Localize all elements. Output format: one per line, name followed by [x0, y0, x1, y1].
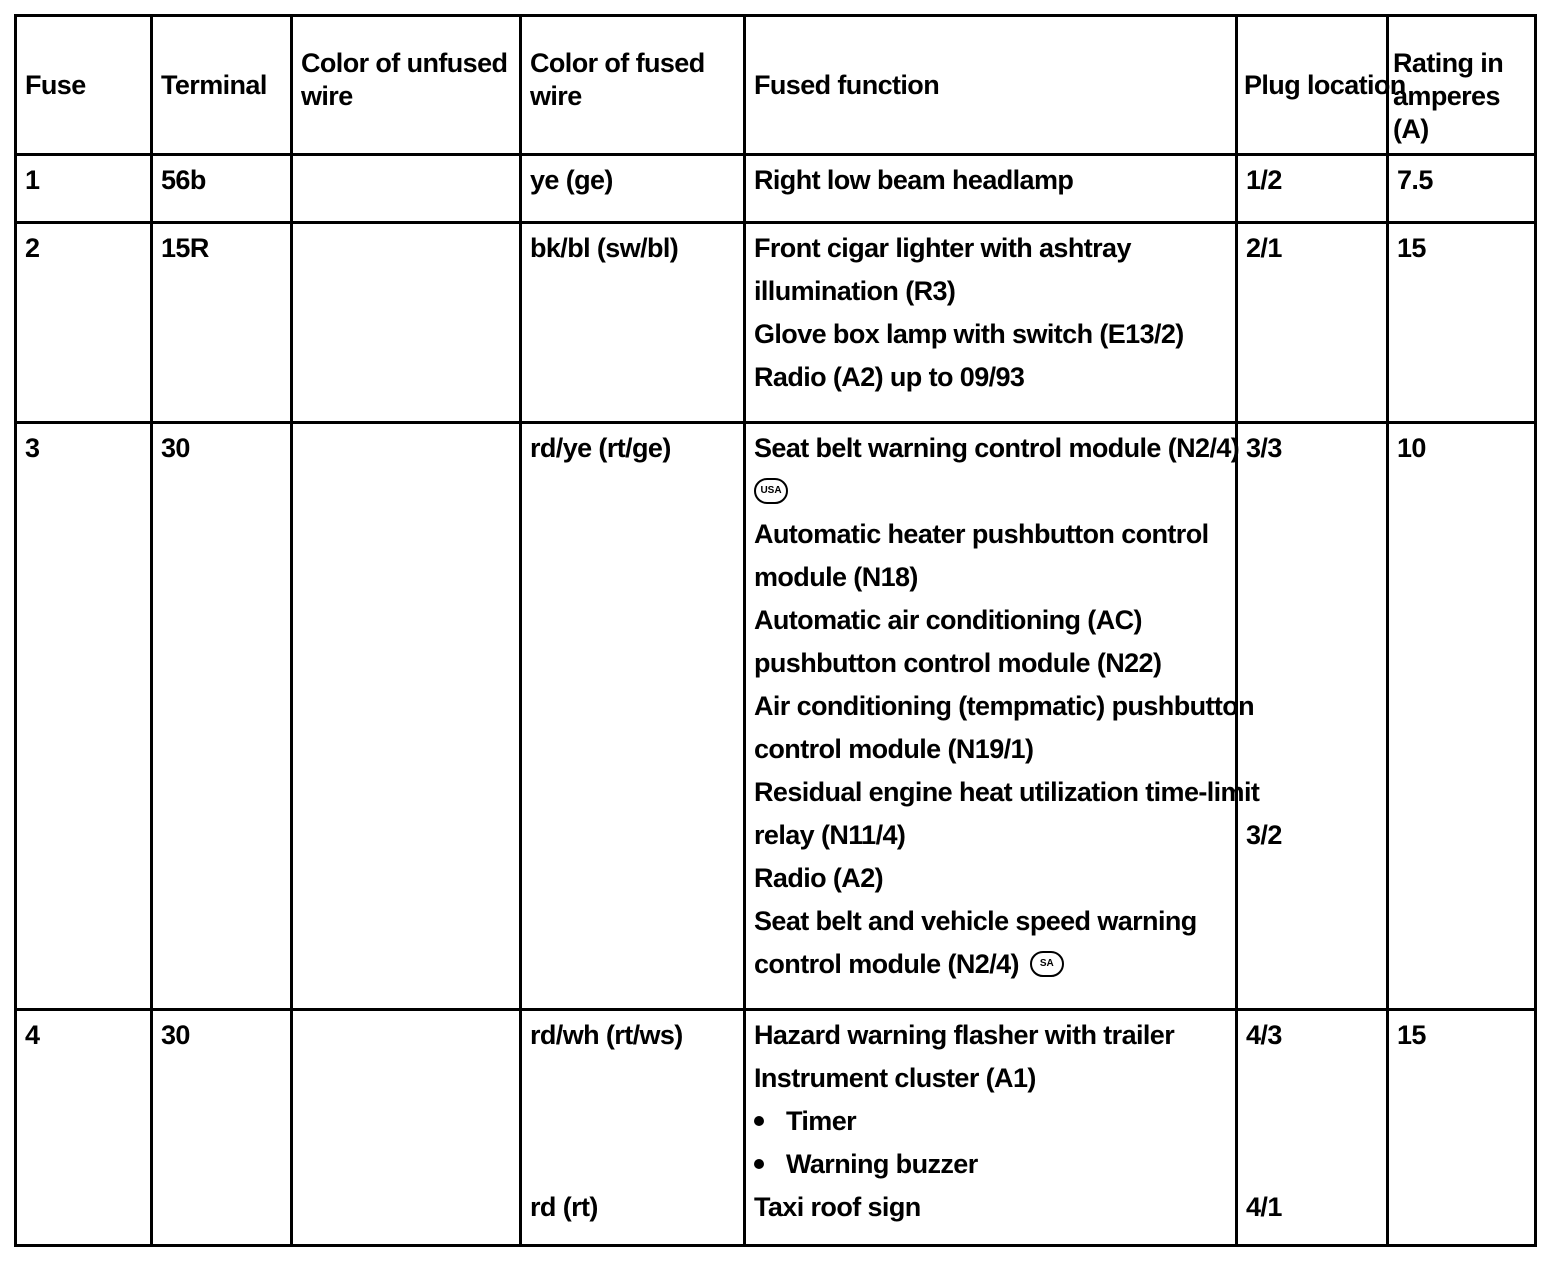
header-fused-wire: Color of fused wire [521, 16, 745, 155]
function-line [754, 1100, 1229, 1143]
plug-line [1246, 599, 1380, 642]
table-row [16, 155, 1536, 223]
fused-function [745, 423, 1260, 1010]
function-line: Glove box lamp with switch (E13/2) [754, 319, 1184, 349]
function-line [754, 943, 1229, 986]
plug-line [1246, 1057, 1380, 1100]
fuse-table-page [14, 14, 1534, 1244]
fuse-table [14, 14, 1537, 1247]
function-line: module (N18) [754, 562, 918, 592]
function-line: Air conditioning (tempmatic) pushbutton [754, 691, 1255, 721]
unfused-wire-color [292, 423, 521, 1010]
header-fused-function: Fused function [745, 16, 1237, 155]
rating: 15 [1388, 223, 1536, 423]
rating: 15 [1388, 1010, 1536, 1246]
plug-line [1246, 728, 1380, 771]
plug-location [1237, 423, 1388, 1010]
fused-function [745, 155, 1237, 223]
plug-line [1246, 642, 1380, 685]
unfused-wire-color [292, 223, 521, 423]
fused-wire-line: rd/ye (rt/ge) [530, 433, 671, 463]
plug-location [1237, 155, 1388, 223]
plug-line [1246, 470, 1380, 513]
function-line: Automatic air conditioning (AC) [754, 605, 1142, 635]
function-line-text: control module (N2/4) [754, 949, 1019, 979]
function-line: Radio (A2) [754, 863, 884, 893]
fused-wire-line: bk/bl (sw/bl) [530, 233, 679, 263]
plug-location [1237, 1010, 1388, 1246]
fused-wire-color [521, 423, 745, 1010]
function-line: Seat belt warning control module (N2/4) [754, 433, 1240, 463]
table-row [16, 1010, 1536, 1246]
fused-wire-line: rd (rt) [530, 1192, 598, 1222]
bullet-text: Timer [786, 1106, 857, 1136]
table-row [16, 423, 1536, 1010]
fuse-number: 2 [16, 223, 152, 423]
function-line: illumination (R3) [754, 276, 956, 306]
plug-line: 3/3 [1246, 433, 1282, 463]
header-rating: Rating in amperes (A) [1388, 16, 1536, 155]
rating: 7.5 [1388, 155, 1536, 223]
rating: 10 [1388, 423, 1536, 1010]
header-terminal: Terminal [152, 16, 292, 155]
fuse-number: 1 [16, 155, 152, 223]
fuse-number: 3 [16, 423, 152, 1010]
plug-line [1246, 685, 1380, 728]
function-line: control module (N19/1) [754, 734, 1034, 764]
function-line: Automatic heater pushbutton control [754, 519, 1209, 549]
function-line: relay (N11/4) [754, 820, 906, 850]
fuse-number: 4 [16, 1010, 152, 1246]
fused-function [745, 1010, 1237, 1246]
plug-line [1246, 556, 1380, 599]
function-line: Front cigar lighter with ashtray [754, 233, 1131, 263]
function-line: Radio (A2) up to 09/93 [754, 362, 1025, 392]
terminal: 15R [152, 223, 292, 423]
fused-wire-line: rd/wh (rt/ws) [530, 1020, 683, 1050]
plug-line [1246, 1143, 1380, 1186]
function-line: Right low beam headlamp [754, 165, 1074, 195]
fused-wire-color [521, 1010, 745, 1246]
bullet-icon [754, 1116, 764, 1126]
fused-wire-color [521, 155, 745, 223]
plug-line: 4/1 [1246, 1192, 1282, 1222]
plug-line: 1/2 [1246, 165, 1282, 195]
header-row [16, 16, 1536, 155]
function-line: Residual engine heat utilization time-limit [754, 777, 1260, 807]
bullet-text: Warning buzzer [786, 1149, 978, 1179]
header-plug-location: Plug location [1237, 16, 1388, 155]
header-unfused-wire: Color of unfused wire [292, 16, 521, 155]
function-line: Hazard warning flasher with trailer [754, 1020, 1175, 1050]
bullet-icon [754, 1159, 764, 1169]
function-line [754, 470, 1229, 513]
function-line: Instrument cluster (A1) [754, 1063, 1036, 1093]
terminal: 30 [152, 1010, 292, 1246]
plug-line [1246, 771, 1380, 814]
function-line: pushbutton control module (N22) [754, 648, 1162, 678]
fused-wire-line [530, 1057, 737, 1100]
plug-line: 4/3 [1246, 1020, 1282, 1050]
sa-code-badge: SA [1030, 951, 1064, 977]
fused-wire-line [530, 1143, 737, 1186]
usa-code-badge: USA [754, 478, 788, 504]
fused-wire-color [521, 223, 745, 423]
plug-location [1237, 223, 1388, 423]
header-fuse: Fuse [16, 16, 152, 155]
fused-function [745, 223, 1237, 423]
plug-line: 3/2 [1246, 820, 1282, 850]
plug-line [1246, 1100, 1380, 1143]
unfused-wire-color [292, 155, 521, 223]
function-line: Taxi roof sign [754, 1192, 921, 1222]
terminal: 56b [152, 155, 292, 223]
fused-wire-line: ye (ge) [530, 165, 613, 195]
unfused-wire-color [292, 1010, 521, 1246]
plug-line: 2/1 [1246, 233, 1282, 263]
function-line [754, 1143, 1229, 1186]
table-row [16, 223, 1536, 423]
plug-line [1246, 513, 1380, 556]
function-line: Seat belt and vehicle speed warning [754, 906, 1197, 936]
fused-wire-line [530, 1100, 737, 1143]
terminal: 30 [152, 423, 292, 1010]
